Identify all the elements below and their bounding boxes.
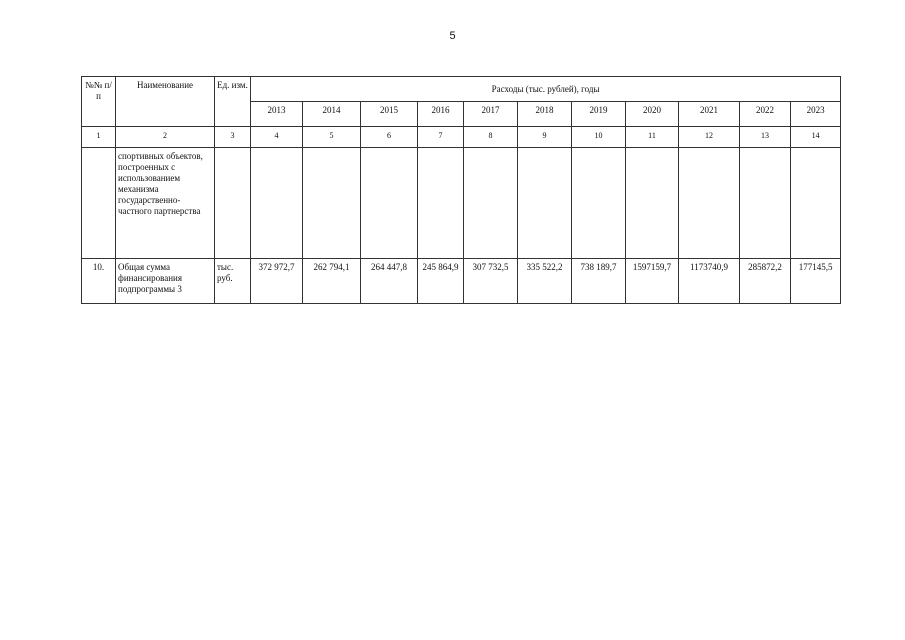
year-cell: 2019	[572, 102, 626, 127]
value-cell: 372 972,7	[251, 259, 303, 304]
column-index: 5	[303, 127, 361, 148]
page-number: 5	[449, 30, 456, 42]
expenses-table	[81, 76, 841, 304]
table-row	[82, 259, 841, 304]
table-row	[82, 148, 841, 259]
empty-cell	[251, 148, 303, 259]
column-index: 8	[464, 127, 518, 148]
value-cell: 1597159,7	[626, 259, 679, 304]
column-index: 13	[740, 127, 791, 148]
year-cell: 2015	[361, 102, 418, 127]
column-index: 10	[572, 127, 626, 148]
year-cell: 2022	[740, 102, 791, 127]
row-name: Общая сумма финансирования подпрограммы 3	[116, 259, 215, 304]
year-cell: 2016	[418, 102, 464, 127]
header-num: №№ п/п	[82, 77, 116, 127]
row-name: спортивных объектов, построенных с использованием механизма государственно-частного партнерства	[116, 148, 215, 259]
empty-cell	[791, 148, 841, 259]
column-index: 14	[791, 127, 841, 148]
empty-cell	[679, 148, 740, 259]
header-expenses: Расходы (тыс. рублей), годы	[251, 77, 841, 102]
column-index: 7	[418, 127, 464, 148]
year-cell: 2023	[791, 102, 841, 127]
column-index: 11	[626, 127, 679, 148]
year-cell: 2020	[626, 102, 679, 127]
row-num: 10.	[82, 259, 116, 304]
empty-cell	[572, 148, 626, 259]
year-cell: 2018	[518, 102, 572, 127]
empty-cell	[518, 148, 572, 259]
value-cell: 285872,2	[740, 259, 791, 304]
column-index: 1	[82, 127, 116, 148]
year-cell: 2013	[251, 102, 303, 127]
column-index-row	[82, 127, 841, 148]
empty-cell	[626, 148, 679, 259]
value-cell: 245 864,9	[418, 259, 464, 304]
year-cell: 2021	[679, 102, 740, 127]
empty-cell	[361, 148, 418, 259]
value-cell: 738 189,7	[572, 259, 626, 304]
column-index: 12	[679, 127, 740, 148]
column-index: 9	[518, 127, 572, 148]
year-cell: 2014	[303, 102, 361, 127]
empty-cell	[740, 148, 791, 259]
column-index: 2	[116, 127, 215, 148]
column-index: 3	[215, 127, 251, 148]
row-unit: тыс. руб.	[215, 259, 251, 304]
column-index: 6	[361, 127, 418, 148]
value-cell: 262 794,1	[303, 259, 361, 304]
value-cell: 177145,5	[791, 259, 841, 304]
empty-cell	[418, 148, 464, 259]
empty-cell	[215, 148, 251, 259]
empty-cell	[303, 148, 361, 259]
empty-cell	[464, 148, 518, 259]
column-index: 4	[251, 127, 303, 148]
year-cell: 2017	[464, 102, 518, 127]
header-name: Наименование	[116, 77, 215, 127]
value-cell: 335 522,2	[518, 259, 572, 304]
table-header-row	[82, 77, 841, 102]
value-cell: 1173740,9	[679, 259, 740, 304]
value-cell: 307 732,5	[464, 259, 518, 304]
header-unit: Ед. изм.	[215, 77, 251, 127]
value-cell: 264 447,8	[361, 259, 418, 304]
empty-cell	[82, 148, 116, 259]
